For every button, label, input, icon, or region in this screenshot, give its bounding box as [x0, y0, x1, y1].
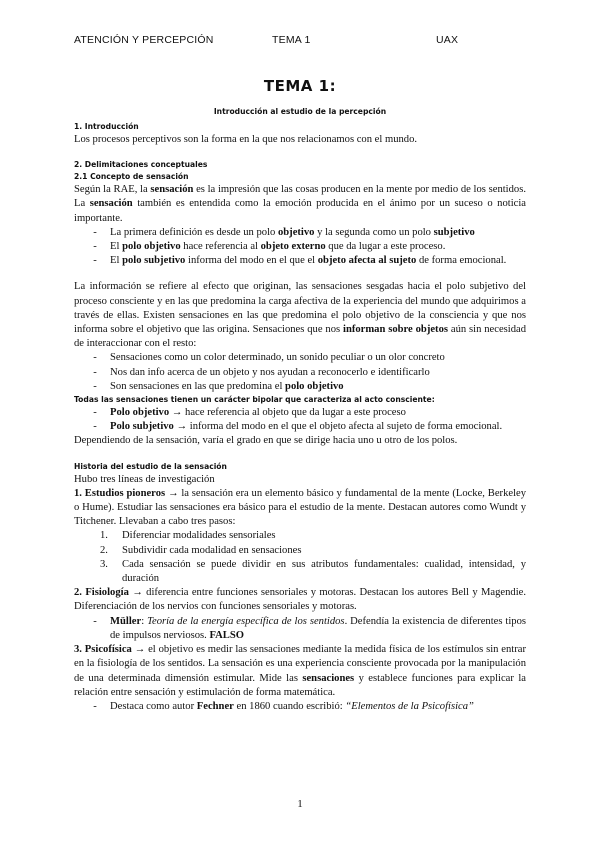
- text-run: El: [110, 241, 123, 253]
- subsection-heading-sensacion: 2.1 Concepto de sensación: [74, 172, 189, 182]
- list-number: 1.: [100, 530, 108, 542]
- bold-term: Psicofísica: [84, 644, 132, 656]
- bipolar-heading: Todas las sensaciones tienen un carácter bipolar que caracteriza al acto consciente:: [74, 395, 435, 405]
- text-run: . Defendía la existencia de diferentes tipos de impulsos nerviosos.: [110, 615, 527, 641]
- bold-term: sensación: [150, 184, 194, 196]
- text-run: → la sensación era un elemento básico y fundamental de la mente (Locke, Berkeley o Hume). Estudiar las sensaciones era básico para el estudio de la mente. Destacan autores como Wundt y Titchener. Llevaban a cabo tres pasos:: [74, 487, 527, 528]
- italic-title: “Elementos de la Psicofísica”: [345, 700, 474, 712]
- text-run: también es entendida como la emoción producida en el ánimo por un suceso o noticia importante.: [74, 198, 526, 224]
- text-run: de forma emocional.: [416, 255, 507, 267]
- list-item: [74, 544, 526, 558]
- text-run: aún sin necesidad de interaccionar con el resto:: [74, 324, 527, 350]
- text-run: Subdividir cada modalidad en sensaciones: [122, 544, 302, 556]
- dash-marker: -: [93, 226, 97, 238]
- page-subtitle: Introducción al estudio de la percepción: [213, 107, 387, 116]
- text-run: Sensaciones como un color determinado, un sonido peculiar o un olor concreto: [110, 352, 445, 364]
- list-item: [74, 406, 526, 420]
- paragraph-rae-definition: [74, 183, 526, 226]
- text-run: hace referencia al: [180, 241, 261, 253]
- list-item: [74, 700, 526, 714]
- bold-term: informan sobre objetos: [343, 324, 448, 336]
- dash-marker: -: [93, 352, 97, 364]
- line-estudios-pioneros: [74, 487, 526, 530]
- list-item: [74, 240, 526, 254]
- text-run: Cada sensación se puede dividir en sus atributos fundamentales: cualidad, intensidad, y duración: [122, 558, 526, 585]
- dash-marker: -: [93, 241, 97, 253]
- text-run: Según la RAE, la: [74, 184, 151, 196]
- list-item: [74, 420, 526, 434]
- list-number: 3.: [100, 558, 108, 570]
- text-run: La información se refiere al efecto que originan, las sensaciones sesgadas hacia el polo subjetivo del proceso consciente y en las que predomina la carga afectiva de la experiencia del mundo que adquirimos a través de ellas. Existen sensaciones en las que predomina el polo objetivo de la consciencia y que nos informa sobre el objetivo que las origina. Sensaciones que nos: [74, 281, 526, 336]
- text-run: La primera definición es desde un polo: [110, 226, 278, 238]
- text-run: informa del modo en el que el: [185, 255, 318, 267]
- list-item: [74, 226, 526, 240]
- bold-term: FALSO: [209, 629, 245, 641]
- list-item: [74, 529, 526, 543]
- text-run: :: [141, 615, 148, 627]
- paragraph-informacion: [74, 280, 526, 351]
- dash-marker: -: [93, 380, 97, 392]
- text-run: El: [110, 255, 123, 267]
- list-number: 1.: [74, 487, 82, 499]
- dash-marker: -: [93, 407, 97, 419]
- bold-term: subjetivo: [433, 226, 475, 238]
- list-number: 2.: [100, 544, 108, 556]
- text-run: Nos dan info acerca de un objeto y nos ayudan a reconocerlo e identificarlo: [110, 366, 430, 378]
- page-number: 1: [297, 798, 303, 810]
- dash-marker: -: [93, 421, 97, 433]
- text-run: → informa del modo en el que el objeto afecta al sujeto de forma emocional.: [173, 421, 503, 433]
- bold-term: polo objetivo: [122, 241, 181, 253]
- list-item: [74, 351, 526, 365]
- bold-term: objeto afecta al sujeto: [317, 255, 417, 267]
- text-run: que da lugar a este proceso.: [325, 241, 446, 253]
- page-title: TEMA 1:: [263, 77, 337, 95]
- list-item: [74, 254, 526, 268]
- text-run: → hace referencia al objeto que da lugar a este proceso: [169, 407, 406, 419]
- bold-term: polo objetivo: [285, 380, 344, 392]
- line-psicofisica: [74, 643, 526, 700]
- header-university: UAX: [436, 34, 459, 46]
- dash-marker: -: [93, 700, 97, 712]
- list-item: [74, 558, 526, 586]
- section-heading-introduccion: 1. Introducción: [74, 122, 139, 131]
- paragraph-grado: Dependiendo de la sensación, varía el grado en que se dirige hacia uno u otro de los polos.: [74, 435, 458, 447]
- section-heading-historia: Historia del estudio de la sensación: [74, 461, 227, 471]
- italic-title: Teoría de la energía específica de los sentidos: [147, 615, 345, 627]
- bold-term: polo subjetivo: [122, 255, 186, 267]
- text-run: → diferencia entre funciones sensoriales y motoras. Destacan los autores Bell y Magendie. Diferenciación de los nervios con funciones sensoriales y motoras.: [74, 587, 526, 613]
- bold-term: Fisiología: [85, 587, 129, 599]
- bold-term: objetivo: [277, 226, 315, 238]
- bold-term: Polo objetivo: [110, 407, 170, 419]
- header-topic: TEMA 1: [272, 34, 311, 46]
- bold-term: sensación: [89, 198, 133, 210]
- text-run: → el objetivo es medir las sensaciones mediante la medida física de los estímulos sin entrar en la fisiología de los sentidos. La sensación es una experiencia consciente provocada por la manipulación de una determinada dimensión estimular. Mide las: [74, 644, 526, 684]
- dash-marker: -: [93, 255, 97, 267]
- bold-term: objeto externo: [260, 241, 326, 253]
- list-number: 3.: [74, 644, 82, 656]
- bold-term: Estudios pioneros: [84, 487, 166, 499]
- header-course: ATENCIÓN Y PERCEPCIÓN: [74, 34, 214, 46]
- bold-term: Müller: [110, 615, 142, 627]
- text-run: Son sensaciones en las que predomina el: [110, 380, 286, 392]
- list-item: [74, 366, 526, 380]
- text-run: y la segunda como un polo: [314, 226, 434, 238]
- text-run: es la impresión que las cosas producen en la mente por medio de los sentidos. La: [74, 184, 526, 210]
- section-heading-delimitaciones: 2. Delimitaciones conceptuales: [74, 160, 208, 170]
- dash-marker: -: [93, 366, 97, 378]
- paragraph-lineas: Hubo tres líneas de investigación: [74, 473, 215, 485]
- document-body: [74, 76, 526, 714]
- list-item: [74, 380, 526, 394]
- list-item: [74, 615, 526, 643]
- bold-term: Fechner: [196, 700, 234, 712]
- bold-term: sensaciones: [302, 672, 355, 684]
- line-fisiologia: [74, 586, 526, 614]
- list-number: 2.: [74, 587, 82, 599]
- page-header: [74, 34, 534, 48]
- text-run: Diferenciar modalidades sensoriales: [122, 530, 276, 542]
- dash-marker: -: [93, 615, 97, 627]
- text-run: Destaca como autor: [110, 700, 197, 712]
- text-run: en 1860 cuando escribió:: [233, 700, 346, 712]
- text-run: y establece funciones para explicar la relación entre sensación y estimulación de forma matemática.: [74, 672, 526, 698]
- bold-term: Polo subjetivo: [110, 421, 174, 433]
- intro-paragraph: Los procesos perceptivos son la forma en la que nos relacionamos con el mundo.: [74, 134, 418, 145]
